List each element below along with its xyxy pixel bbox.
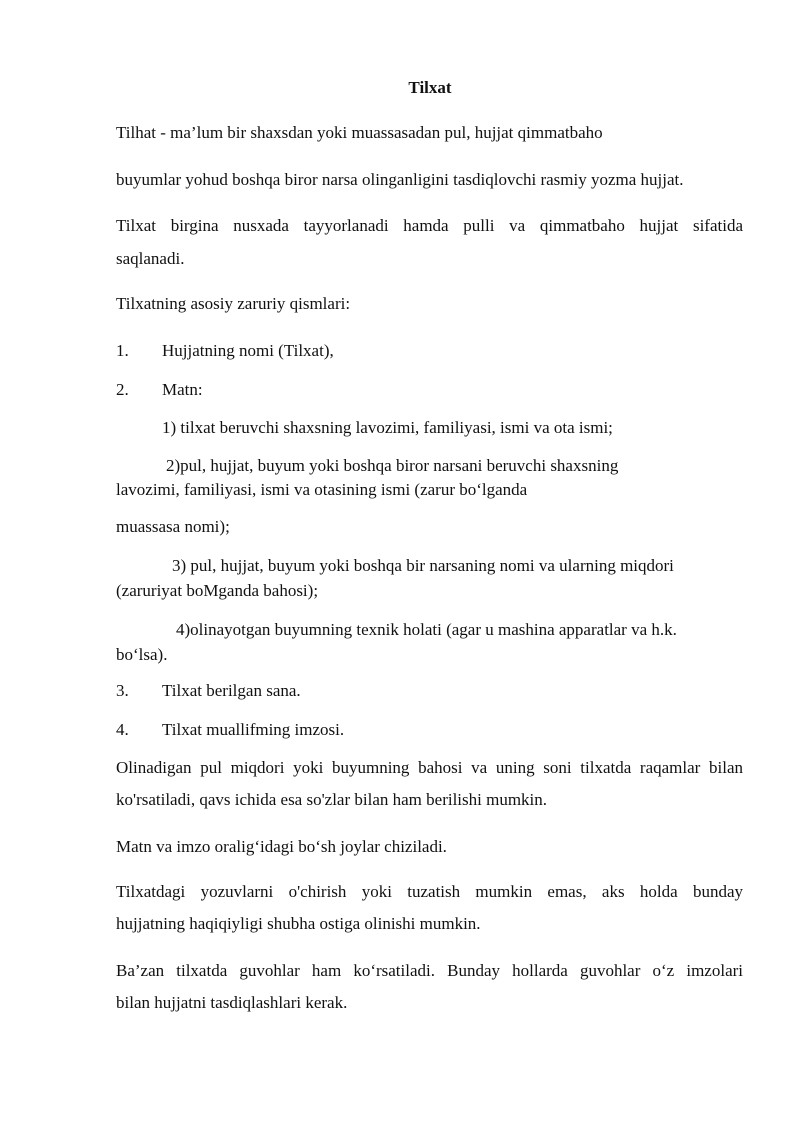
list-item xyxy=(116,681,129,701)
sub-item: 3) pul, hujjat, buyum yoki boshqa bir narsaning nomi va ularning miqdori xyxy=(172,556,674,575)
list-number: 1. xyxy=(116,341,129,360)
paragraph-line: Matn va imzo oralig‘idagi bo‘sh joylar chiziladi. xyxy=(116,837,447,856)
list-number: 3. xyxy=(116,681,129,700)
paragraph-line: hujjatning haqiqiyligi shubha ostiga olinishi mumkin. xyxy=(116,914,481,933)
sub-item: (zaruriyat boMganda bahosi); xyxy=(116,581,319,600)
section-heading: Tilxatning asosiy zaruriy qismlari: xyxy=(116,294,351,313)
list-item xyxy=(116,720,129,740)
paragraph-line: Tilxatdagi yozuvlarni o'chirish yoki tuzatish mumkin emas, aks holda bunday xyxy=(116,882,743,901)
list-item-text: Tilxat muallifming imzosi. xyxy=(162,720,345,739)
sub-item: muassasa nomi); xyxy=(116,517,230,536)
list-item-text: Tilxat berilgan sana. xyxy=(162,681,301,700)
list-item-text: Matn: xyxy=(162,380,203,399)
list-item-text: Hujjatning nomi (Tilxat), xyxy=(162,341,334,360)
sub-item: bo‘lsa). xyxy=(116,645,168,664)
sub-item: 2)pul, hujjat, buyum yoki boshqa biror narsani beruvchi shaxsning xyxy=(166,456,619,475)
list-item xyxy=(116,380,129,400)
paragraph-line: Tilhat - ma’lum bir shaxsdan yoki muassasadan pul, hujjat qimmatbaho xyxy=(116,123,603,142)
list-number: 2. xyxy=(116,380,129,399)
paragraph-line: buyumlar yohud boshqa biror narsa olinganligini tasdiqlovchi rasmiy yozma hujjat. xyxy=(116,170,684,189)
paragraph-line: Olinadigan pul miqdori yoki buyumning bahosi va uning soni tilxatda raqamlar bilan xyxy=(116,758,743,777)
list-number: 4. xyxy=(116,720,129,739)
sub-item: 4)olinayotgan buyumning texnik holati (agar u mashina apparatlar va h.k. xyxy=(176,620,677,639)
paragraph-line: ko'rsatiladi, qavs ichida esa so'zlar bilan ham berilishi mumkin. xyxy=(116,790,548,809)
document-title: Tilxat xyxy=(408,78,452,97)
sub-item: lavozimi, familiyasi, ismi va otasining ismi (zarur bo‘lganda xyxy=(116,480,528,499)
list-item xyxy=(116,341,129,361)
paragraph-line: Ba’zan tilxatda guvohlar ham ko‘rsatiladi. Bunday hollarda guvohlar o‘z imzolari xyxy=(116,961,743,980)
paragraph-line: Tilxat birgina nusxada tayyorlanadi hamda pulli va qimmatbaho hujjat sifatida xyxy=(116,216,743,235)
paragraph-line: saqlanadi. xyxy=(116,249,185,268)
sub-item: 1) tilxat beruvchi shaxsning lavozimi, familiyasi, ismi va ota ismi; xyxy=(162,418,613,437)
paragraph-line: bilan hujjatni tasdiqlashlari kerak. xyxy=(116,993,348,1012)
